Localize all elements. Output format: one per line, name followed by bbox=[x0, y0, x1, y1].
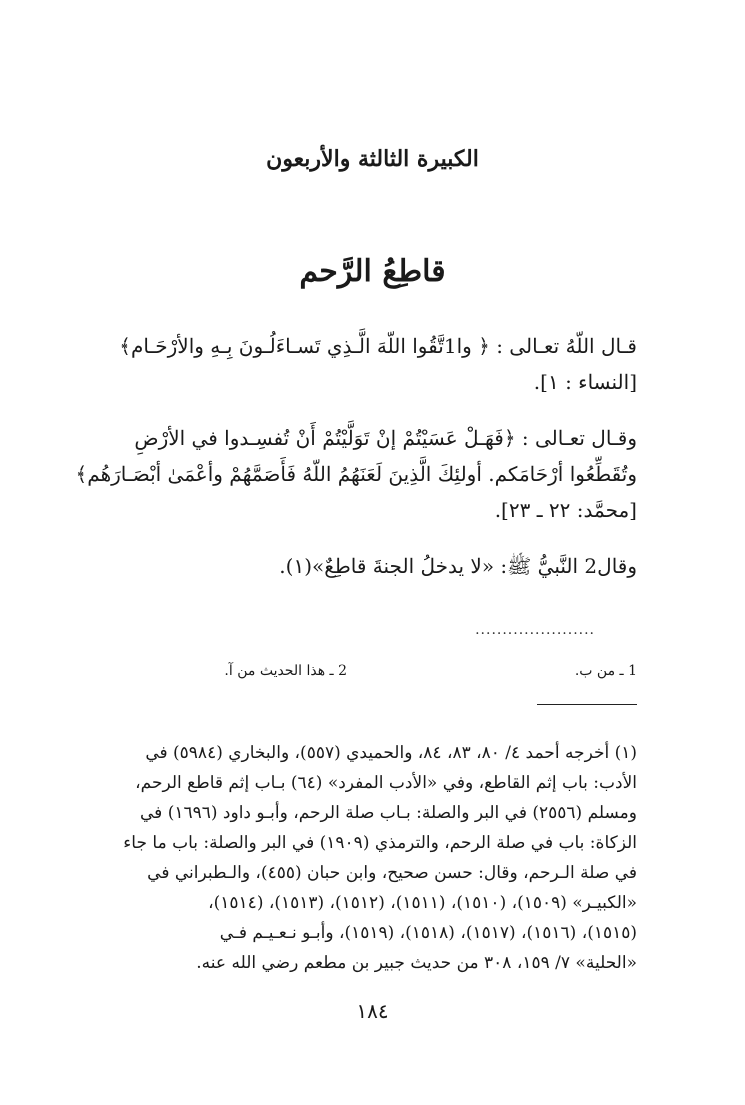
separator-dots: ...................... bbox=[475, 622, 595, 638]
editor-note-2: 2 ـ هذا الحديث من آ. bbox=[224, 663, 347, 679]
footnote-line: (١) أخرجه أحمد ٤/ ٨٠، ٨٣، ٨٤، والحميدي (٥٥٧)، والبخاري (٥٩٨٤) في bbox=[145, 743, 637, 763]
footnote-line: (١٥١٥)، (١٥١٦)، (١٥١٧)، (١٥١٨)، (١٥١٩)، وأبـو نـعـيـم فـي bbox=[219, 923, 637, 943]
footnote-divider bbox=[537, 704, 637, 705]
footnote-block bbox=[107, 738, 637, 978]
paragraph-hadith bbox=[107, 548, 637, 584]
paragraph-line: [النساء : ١]. bbox=[533, 370, 637, 394]
paragraph-line: وقال2 النَّبيُّ ﷺ: «لا يدخلُ الجنةَ قاطِعٌ»(١). bbox=[279, 554, 637, 578]
paragraph-line: قـال اللّهُ تعـالى : ﴿ وا1تَّقُوا اللّهَ الَّـذِي تَسـاءَلُـونَ بِـهِ والأرْحَـام﴾ bbox=[119, 334, 637, 358]
paragraph-line: [محمَّد: ٢٢ ـ ٢٣]. bbox=[494, 498, 637, 522]
footnote-line: الأدب: باب إثم القاطع، وفي «الأدب المفرد» (٦٤) بـاب إثم قاطع الرحم، bbox=[135, 773, 637, 793]
footnote-line: في صلة الـرحم، وقال: حسن صحيح، وابن حبان (٤٥٥)، والـطبراني في bbox=[147, 863, 637, 883]
page-number: ١٨٤ bbox=[356, 999, 389, 1023]
paragraph-quran-nisa bbox=[107, 328, 637, 400]
footnote-line: ومسلم (٢٥٥٦) في البر والصلة: بـاب صلة الرحم، وأبـو داود (١٦٩٦) في bbox=[140, 803, 637, 823]
footnote-line: «الكبيـر» (١٥٠٩)، (١٥١٠)، (١٥١١)، (١٥١٢)، (١٥١٣)، (١٥١٤)، bbox=[208, 893, 637, 913]
paragraph-line: وقـال تعـالى : ﴿فَهَـلْ عَسَيْتُمْ إنْ تَوَلَّيْتُمْ أَنْ تُفسِـدوا في الأرْضِ bbox=[134, 426, 637, 450]
footnote-line: الزكاة: باب في صلة الرحم، والترمذي (١٩٠٩) في البر والصلة: باب ما جاء bbox=[123, 833, 637, 853]
section-title: قاطِعُ الرَّحم bbox=[299, 254, 446, 289]
footnote-line: «الحلية» ٧/ ١٥٩، ٣٠٨ من حديث جبير بن مطعم رضي الله عنه. bbox=[196, 953, 637, 973]
chapter-title: الكبيرة الثالثة والأربعون bbox=[266, 146, 479, 172]
editor-note-1: 1 ـ من ب. bbox=[574, 663, 637, 679]
paragraph-line: وتُقَطِّعُوا أرْحَامَكم. أولئِكَ الَّذِينَ لَعَنَهُمُ اللّهُ فَأَصَمَّهُمْ وأعْمَىٰ أبْصَـارَهُم﴾ bbox=[75, 462, 637, 486]
paragraph-quran-muhammad bbox=[75, 420, 637, 528]
